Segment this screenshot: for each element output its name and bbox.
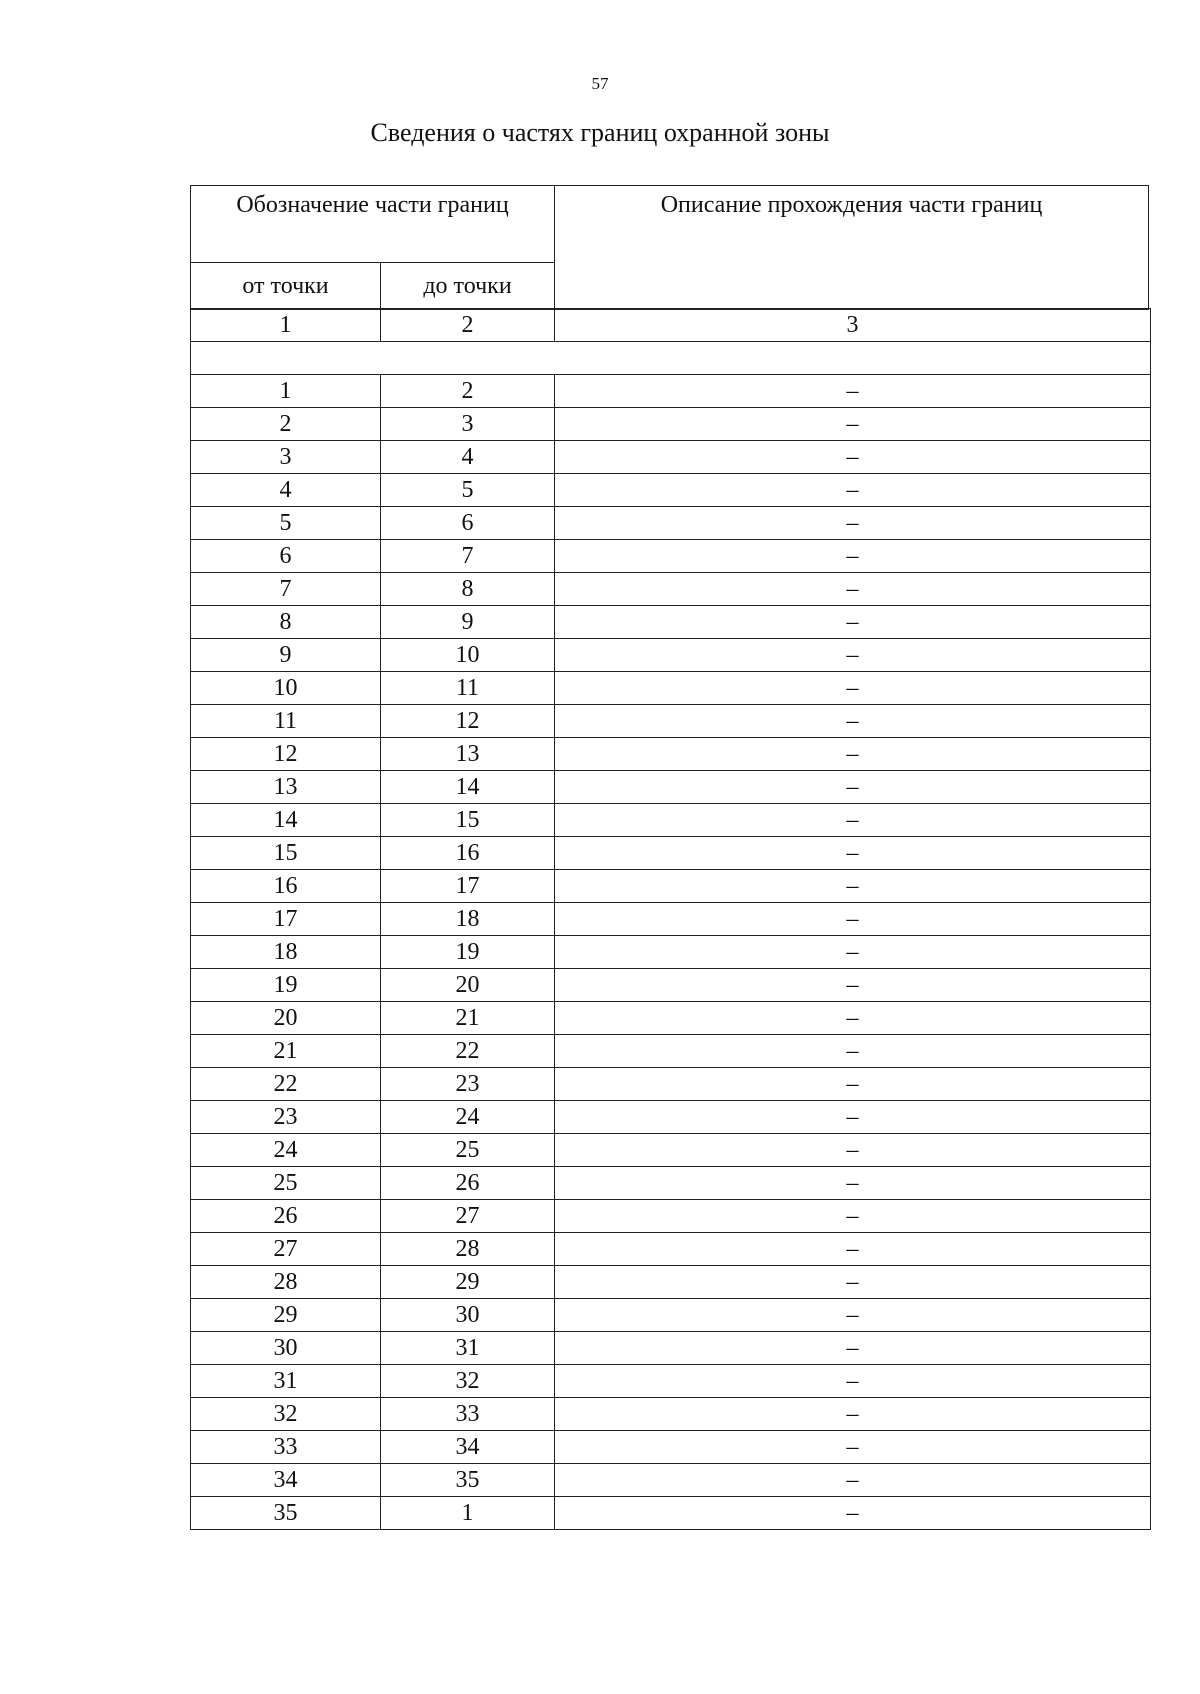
cell-desc: – [555, 639, 1151, 672]
cell-desc: – [555, 408, 1151, 441]
cell-desc: – [555, 837, 1151, 870]
cell-to: 25 [381, 1134, 555, 1167]
header-description-label: Описание прохождения части границ [555, 186, 1149, 310]
boundary-table-body [191, 309, 1151, 1530]
cell-desc: – [555, 738, 1151, 771]
cell-to: 8 [381, 573, 555, 606]
cell-desc: – [555, 540, 1151, 573]
cell-to: 3 [381, 408, 555, 441]
page-title: Сведения о частях границ охранной зоны [370, 118, 830, 147]
cell-from: 32 [191, 1398, 381, 1431]
cell-from: 14 [191, 804, 381, 837]
cell-desc: – [555, 804, 1151, 837]
cell-to: 28 [381, 1233, 555, 1266]
cell-from: 24 [191, 1134, 381, 1167]
header-to-label: до точки [381, 263, 555, 310]
table-row [191, 1134, 1151, 1167]
cell-desc: – [555, 1068, 1151, 1101]
cell-desc: – [555, 969, 1151, 1002]
cell-from: 17 [191, 903, 381, 936]
table-row [191, 1200, 1151, 1233]
cell-to: 33 [381, 1398, 555, 1431]
table-row [191, 1431, 1151, 1464]
cell-to: 12 [381, 705, 555, 738]
table-row [191, 936, 1151, 969]
cell-from: 28 [191, 1266, 381, 1299]
cell-desc: – [555, 474, 1151, 507]
cell-desc: – [555, 1332, 1151, 1365]
header-from-label: от точки [191, 263, 381, 310]
table-row [191, 639, 1151, 672]
cell-from: 23 [191, 1101, 381, 1134]
column-number: 3 [555, 309, 1151, 342]
cell-desc: – [555, 1101, 1151, 1134]
column-number: 1 [191, 309, 381, 342]
table-row [191, 375, 1151, 408]
cell-from: 18 [191, 936, 381, 969]
cell-desc: – [555, 1398, 1151, 1431]
cell-to: 1 [381, 1497, 555, 1530]
cell-to: 34 [381, 1431, 555, 1464]
table-row [191, 771, 1151, 804]
boundary-table [190, 308, 1151, 1530]
cell-from: 33 [191, 1431, 381, 1464]
blank-cell [191, 342, 1151, 375]
table-row [191, 1068, 1151, 1101]
cell-desc: – [555, 1365, 1151, 1398]
cell-to: 32 [381, 1365, 555, 1398]
cell-to: 9 [381, 606, 555, 639]
cell-desc: – [555, 672, 1151, 705]
cell-to: 24 [381, 1101, 555, 1134]
cell-to: 21 [381, 1002, 555, 1035]
cell-from: 20 [191, 1002, 381, 1035]
cell-from: 25 [191, 1167, 381, 1200]
cell-from: 4 [191, 474, 381, 507]
cell-from: 13 [191, 771, 381, 804]
cell-from: 29 [191, 1299, 381, 1332]
cell-from: 6 [191, 540, 381, 573]
cell-desc: – [555, 606, 1151, 639]
cell-from: 34 [191, 1464, 381, 1497]
cell-from: 8 [191, 606, 381, 639]
cell-to: 31 [381, 1332, 555, 1365]
cell-desc: – [555, 1134, 1151, 1167]
cell-to: 11 [381, 672, 555, 705]
cell-desc: – [555, 573, 1151, 606]
cell-from: 26 [191, 1200, 381, 1233]
table-row [191, 837, 1151, 870]
cell-to: 26 [381, 1167, 555, 1200]
cell-desc: – [555, 1266, 1151, 1299]
cell-from: 15 [191, 837, 381, 870]
cell-to: 18 [381, 903, 555, 936]
table-row [191, 1035, 1151, 1068]
cell-desc: – [555, 705, 1151, 738]
cell-from: 27 [191, 1233, 381, 1266]
table-row [191, 1167, 1151, 1200]
cell-to: 30 [381, 1299, 555, 1332]
table-row [191, 672, 1151, 705]
cell-to: 2 [381, 375, 555, 408]
table-row [191, 1398, 1151, 1431]
cell-from: 19 [191, 969, 381, 1002]
cell-to: 4 [381, 441, 555, 474]
cell-from: 2 [191, 408, 381, 441]
cell-desc: – [555, 936, 1151, 969]
cell-to: 27 [381, 1200, 555, 1233]
cell-to: 10 [381, 639, 555, 672]
column-number: 2 [381, 309, 555, 342]
table-row [191, 1266, 1151, 1299]
cell-desc: – [555, 1431, 1151, 1464]
table-row [191, 474, 1151, 507]
table-row [191, 1464, 1151, 1497]
header-table [190, 185, 1149, 310]
table-row [191, 507, 1151, 540]
cell-to: 23 [381, 1068, 555, 1101]
cell-desc: – [555, 1497, 1151, 1530]
header-group-label: Обозначение части границ [191, 186, 555, 263]
table-row [191, 804, 1151, 837]
table-row [191, 1299, 1151, 1332]
cell-to: 16 [381, 837, 555, 870]
cell-from: 30 [191, 1332, 381, 1365]
cell-desc: – [555, 1464, 1151, 1497]
cell-to: 29 [381, 1266, 555, 1299]
cell-desc: – [555, 771, 1151, 804]
cell-desc: – [555, 1002, 1151, 1035]
cell-desc: – [555, 507, 1151, 540]
cell-to: 15 [381, 804, 555, 837]
table-row [191, 1233, 1151, 1266]
cell-desc: – [555, 1200, 1151, 1233]
table-row [191, 1332, 1151, 1365]
table-row [191, 606, 1151, 639]
table-row [191, 903, 1151, 936]
cell-to: 35 [381, 1464, 555, 1497]
cell-from: 1 [191, 375, 381, 408]
table-row [191, 441, 1151, 474]
table-row [191, 738, 1151, 771]
cell-desc: – [555, 1299, 1151, 1332]
cell-from: 7 [191, 573, 381, 606]
cell-to: 22 [381, 1035, 555, 1068]
table-row [191, 969, 1151, 1002]
table-row [191, 573, 1151, 606]
cell-from: 31 [191, 1365, 381, 1398]
cell-from: 11 [191, 705, 381, 738]
column-numbers-row [191, 309, 1151, 342]
cell-from: 3 [191, 441, 381, 474]
cell-from: 12 [191, 738, 381, 771]
table-row [191, 705, 1151, 738]
cell-to: 17 [381, 870, 555, 903]
cell-from: 35 [191, 1497, 381, 1530]
cell-desc: – [555, 870, 1151, 903]
cell-to: 6 [381, 507, 555, 540]
cell-to: 7 [381, 540, 555, 573]
cell-to: 14 [381, 771, 555, 804]
table-row [191, 1497, 1151, 1530]
table-row [191, 408, 1151, 441]
cell-from: 5 [191, 507, 381, 540]
cell-to: 19 [381, 936, 555, 969]
table-row [191, 870, 1151, 903]
cell-desc: – [555, 1035, 1151, 1068]
cell-desc: – [555, 903, 1151, 936]
cell-from: 10 [191, 672, 381, 705]
cell-from: 21 [191, 1035, 381, 1068]
cell-desc: – [555, 1167, 1151, 1200]
table-row [191, 540, 1151, 573]
table-row [191, 1002, 1151, 1035]
cell-from: 22 [191, 1068, 381, 1101]
table-row [191, 1101, 1151, 1134]
cell-from: 16 [191, 870, 381, 903]
blank-row [191, 342, 1151, 375]
page-number: 57 [591, 74, 609, 93]
cell-desc: – [555, 375, 1151, 408]
cell-to: 13 [381, 738, 555, 771]
cell-to: 20 [381, 969, 555, 1002]
cell-desc: – [555, 1233, 1151, 1266]
table-row [191, 1365, 1151, 1398]
cell-to: 5 [381, 474, 555, 507]
cell-from: 9 [191, 639, 381, 672]
cell-desc: – [555, 441, 1151, 474]
